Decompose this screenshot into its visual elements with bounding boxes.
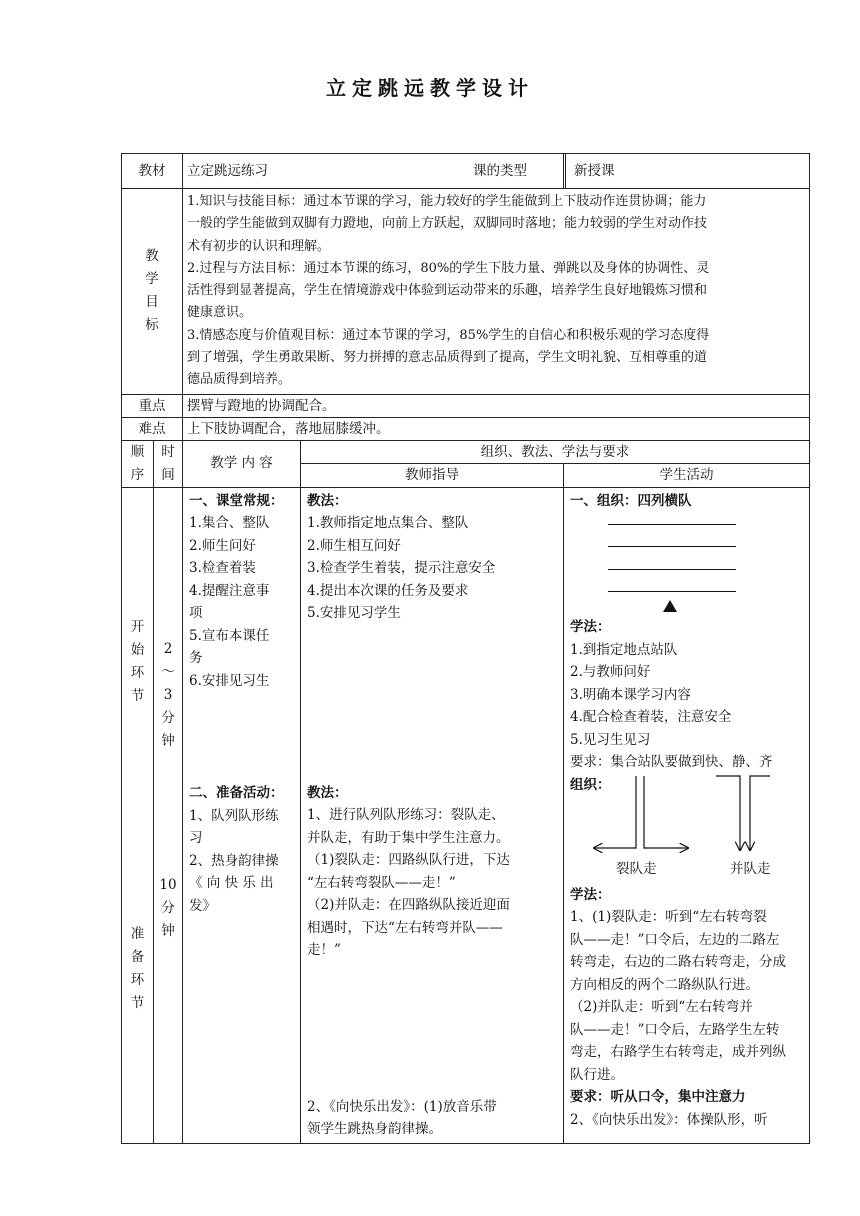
- material-row: [122, 154, 810, 189]
- goal-line: 3.情感态度与价值观目标：通过本节课的学习，85%学生的自信心和积极乐观的学习态度得: [187, 327, 710, 343]
- teacher-line: 2.师生相互问好: [307, 537, 401, 554]
- content-line: 1.集合、整队: [189, 515, 270, 532]
- time-start-char: 分: [161, 709, 175, 726]
- order-header-char: 顺: [130, 443, 145, 460]
- material-value: 立定跳远练习: [183, 154, 564, 189]
- type-cell: [473, 154, 810, 189]
- student-line: 队行进。: [570, 1066, 624, 1083]
- time-header: [154, 440, 183, 487]
- content-line: 6.安排见习生: [189, 672, 270, 689]
- difficulty-row: [122, 417, 810, 440]
- content-line: 项: [189, 605, 203, 622]
- teacher-method-label: 教法：: [307, 492, 348, 509]
- formation-row-line: [608, 546, 736, 547]
- teacher-line: 5.安排见习学生: [307, 605, 401, 622]
- student-column: [564, 487, 810, 1143]
- goal-line: 2.过程与方法目标：通过本节课的练习，80%的学生下肢力量、弹跳以及身体的协调性、灵: [187, 260, 710, 276]
- student-line: 转弯走，右边的二路右转弯走，分成: [570, 954, 786, 971]
- content-column: [183, 487, 301, 1143]
- teacher-line: “左右转弯裂队——走！”: [307, 874, 456, 891]
- goal-line: 一般的学生能做到双脚有力蹬地，向前上方跃起，双脚同时落地；能力较弱的学生对动作技: [187, 216, 708, 232]
- teacher-line: （1)裂队走：四路纵队行进，下达: [307, 852, 510, 869]
- teacher-line: （2)并队走：在四路纵队接近迎面: [307, 897, 510, 914]
- difficulty-value: 上下肢协调配合，落地屈膝缓冲。: [183, 417, 810, 440]
- org-header: 组织、教法、学法与要求: [301, 440, 810, 464]
- goals-label-char: 学: [145, 271, 159, 288]
- goals-label: [122, 189, 183, 395]
- column-header-row: [122, 440, 810, 464]
- time-column: [154, 487, 183, 1143]
- time-start-char: 3: [163, 686, 173, 703]
- goals-text: [183, 189, 810, 395]
- teacher-header: 教师指导: [301, 464, 564, 488]
- student-org-heading: 一、组织：四列横队: [570, 492, 692, 509]
- type-value: 新授课: [574, 162, 615, 179]
- student-line: 队——走！”口令后，左路学生左转: [570, 1021, 780, 1038]
- student-line: 队——走！”口令后，左边的二路左: [570, 931, 780, 948]
- student-line: （2)并队走：听到“左右转弯并: [570, 999, 753, 1016]
- time-start-char: 钟: [161, 732, 175, 749]
- student-line: 1、(1)裂队走：听到“左右转弯裂: [570, 909, 767, 926]
- key-point-label: 重点: [122, 394, 183, 417]
- teacher-line: 2、《向快乐出发》：(1)放音乐带: [307, 1098, 497, 1115]
- formation-row-line: [608, 524, 736, 525]
- student-line: 弯走，右路学生右转弯走，成并列纵: [570, 1044, 786, 1061]
- stage-prep-char: 准: [130, 925, 145, 942]
- time-header-char: 间: [161, 466, 175, 483]
- goals-label-char: 标: [145, 317, 159, 334]
- key-point-value: 摆臂与蹬地的协调配合。: [183, 394, 810, 417]
- document-title: 立定跳远教学设计: [326, 76, 534, 100]
- goal-line: 术有初步的认识和理解。: [187, 238, 331, 254]
- student-method-label: 学法：: [570, 619, 611, 636]
- student-line: 2、《向快乐出发》：体操队形，听: [570, 1111, 768, 1128]
- stage-start-char: 环: [130, 664, 145, 681]
- content-line: 习: [189, 830, 203, 847]
- time-prep-char: 钟: [161, 922, 175, 939]
- time-start-char: 2: [163, 640, 173, 657]
- order-header-char: 序: [130, 466, 145, 483]
- student-header: 学生活动: [564, 464, 810, 488]
- student-org-label: 组织：: [570, 776, 611, 793]
- type-label: 课的类型: [467, 154, 566, 188]
- student-line: 方向相反的两个二路纵队行进。: [570, 976, 759, 993]
- teacher-method-label: 教法：: [307, 784, 348, 801]
- teacher-line: 1、进行队列队形练习：裂队走、: [307, 807, 505, 824]
- teacher-line: 领学生跳热身韵律操。: [307, 1121, 442, 1138]
- goal-line: 到了增强，学生勇敢果断、努力拼搏的意志品质得到了提高，学生文明礼貌、互相尊重的道: [187, 350, 708, 366]
- content-line: 2.师生问好: [189, 537, 256, 554]
- goal-line: 活性得到显著提高，学生在情境游戏中体验到运动带来的乐趣，培养学生良好地锻炼习惯和: [187, 283, 708, 299]
- teacher-line: 相遇时，下达“左右转弯并队——: [307, 919, 503, 936]
- stage-prep-char: 节: [130, 994, 145, 1011]
- content-line: 发》: [189, 897, 216, 914]
- four-row-formation-diagram: [570, 512, 803, 608]
- goals-label-char: 目: [145, 294, 159, 311]
- goal-line: 德品质得到培养。: [187, 372, 292, 388]
- teacher-line: 4.提出本次课的任务及要求: [307, 582, 469, 599]
- time-prep-char: 分: [161, 899, 175, 916]
- stage-start-char: 开: [130, 618, 145, 635]
- difficulty-label: 难点: [122, 417, 183, 440]
- time-start-char: ～: [161, 663, 175, 680]
- stage-start-char: 节: [130, 687, 145, 704]
- formation-row-line: [608, 591, 736, 592]
- stage-column: [122, 487, 154, 1143]
- key-point-row: [122, 394, 810, 417]
- content-header: 教学 内 容: [183, 440, 301, 487]
- student-method-label: 学法：: [570, 886, 611, 903]
- teacher-line: 3.检查学生着装，提示注意安全: [307, 560, 496, 577]
- teacher-line: 并队走，有助于集中学生注意力。: [307, 829, 510, 846]
- student-line: 1.到指定地点站队: [570, 641, 678, 658]
- teacher-line: 走！”: [307, 942, 341, 959]
- teacher-line: 1.教师指定地点集合、整队: [307, 515, 469, 532]
- student-line: 3.明确本课学习内容: [570, 686, 691, 703]
- content-line: 2、热身韵律操: [189, 852, 279, 869]
- stage-prep-char: 环: [130, 971, 145, 988]
- merge-march-label: 并队走: [730, 860, 771, 877]
- student-line: 2.与教师问好: [570, 664, 651, 681]
- content-heading: 一、课堂常规：: [189, 492, 284, 509]
- goals-row: [122, 189, 810, 395]
- content-line: 务: [189, 650, 203, 667]
- content-line: 4.提醒注意事: [189, 582, 270, 599]
- content-line: 5.宣布本课任: [189, 627, 270, 644]
- content-heading: 二、准备活动：: [189, 785, 284, 802]
- student-line: 4.配合检查着装，注意安全: [570, 709, 732, 726]
- teacher-column: [301, 487, 564, 1143]
- stage-start-char: 始: [130, 641, 145, 658]
- march-diagram: [570, 774, 803, 884]
- content-line: 1、队列队形练: [189, 807, 279, 824]
- goals-label-char: 教: [145, 248, 159, 265]
- student-line: 5.见习生见习: [570, 731, 651, 748]
- content-line: 《 向 快 乐 出: [189, 875, 274, 892]
- content-line: 3.检查着装: [189, 560, 256, 577]
- lesson-body-row: [122, 487, 810, 1143]
- goal-line: 健康意识。: [187, 305, 253, 321]
- time-header-char: 时: [161, 443, 175, 460]
- student-requirement: 要求：集合站队要做到快、静、齐: [570, 754, 773, 771]
- time-prep-char: 10: [159, 876, 177, 893]
- stage-prep-char: 备: [130, 948, 145, 965]
- student-requirement: 要求：听从口令，集中注意力: [570, 1089, 746, 1106]
- order-header: [122, 440, 154, 487]
- split-march-label: 裂队走: [616, 860, 657, 877]
- material-label: 教材: [122, 154, 183, 189]
- lesson-plan-table: [121, 153, 810, 1144]
- teacher-position-triangle-icon: [663, 600, 677, 612]
- formation-row-line: [608, 569, 736, 570]
- goal-line: 1.知识与技能目标：通过本节课的学习，能力较好的学生能做到上下肢动作连贯协调；能力: [187, 194, 707, 209]
